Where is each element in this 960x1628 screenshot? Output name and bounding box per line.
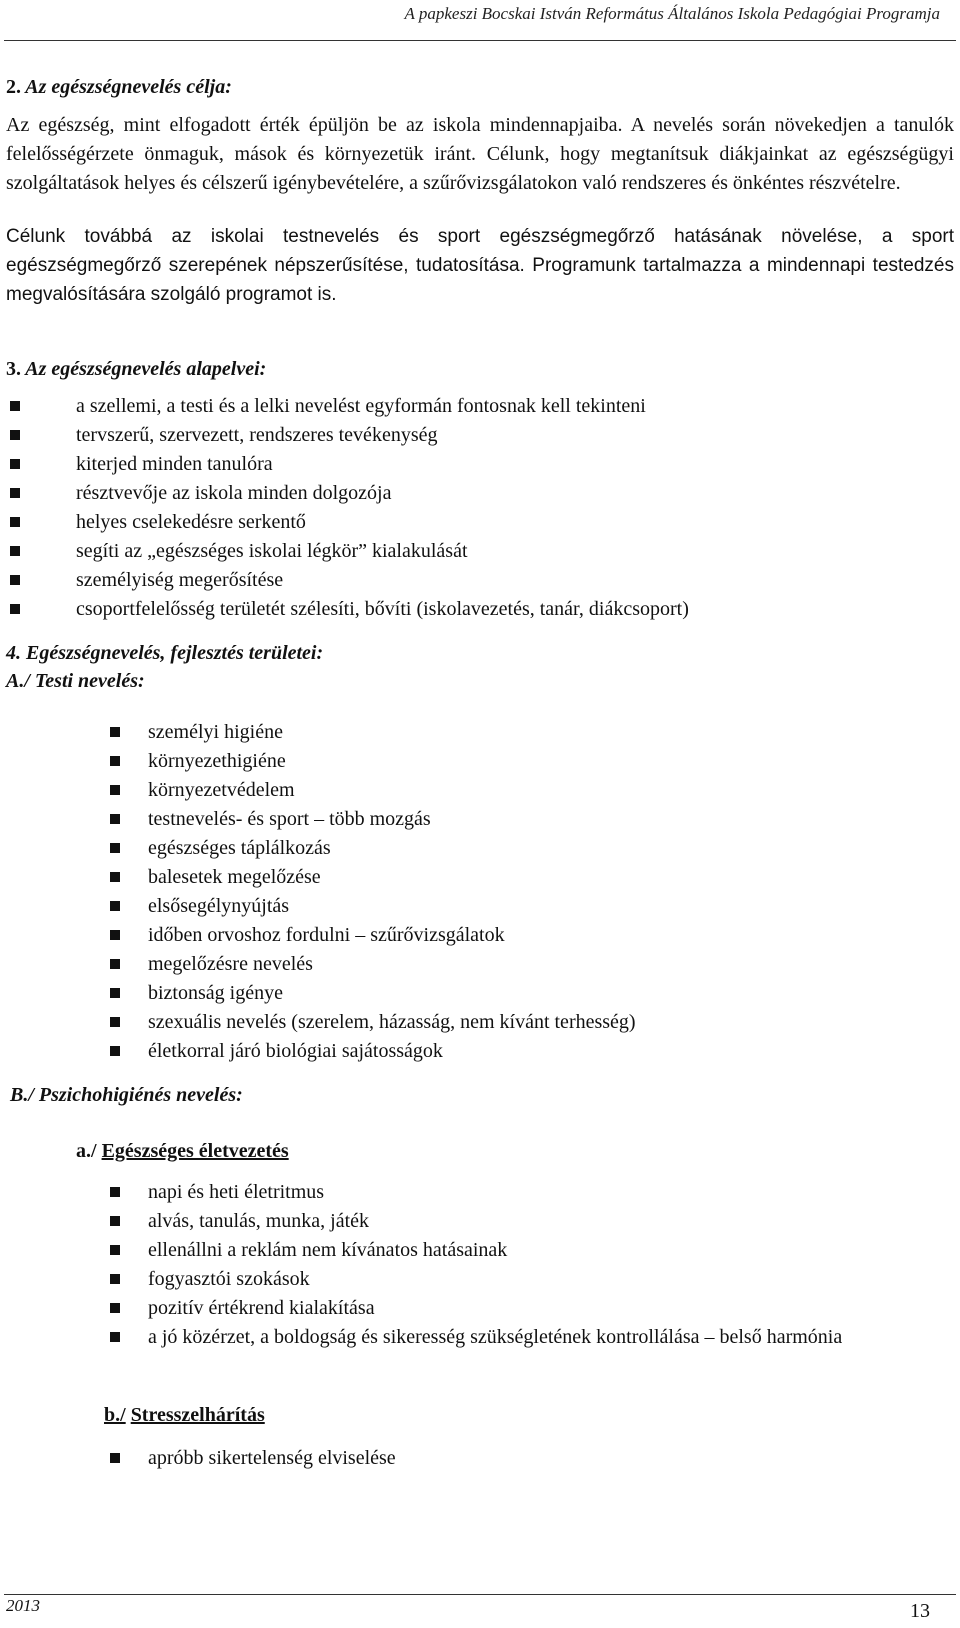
bullet-icon xyxy=(110,1332,120,1342)
healthy-lifestyle-heading xyxy=(76,1140,289,1163)
bullet-icon xyxy=(10,430,20,440)
section-4-heading: 4. Egészségnevelés, fejlesztés területei: xyxy=(6,642,324,664)
list-item: kiterjed minden tanulóra xyxy=(0,450,950,479)
list-item: életkorral járó biológiai sajátosságok xyxy=(0,1037,950,1066)
bullet-icon xyxy=(110,959,120,969)
bullet-icon xyxy=(110,1303,120,1313)
bullet-icon xyxy=(10,604,20,614)
healthy-lifestyle-list xyxy=(0,1178,930,1352)
bullet-icon xyxy=(110,901,120,911)
section-2-paragraph-1: Az egészség, mint elfogadott érték épüljön be az iskola mindennapjaiba. A nevelés során növekedjen a tanulók felelősségérzete önmaguk, mások és környezetük iránt. Célunk, hogy megtanítsuk diákjainkat az egészségügyi szolgáltatások helyes és célszerű igénybevételére, a szűrővizsgálatokon való rendszeres és önkéntes részvételre. xyxy=(6,114,954,194)
bullet-icon xyxy=(110,1453,120,1463)
bullet-icon xyxy=(10,459,20,469)
header-divider xyxy=(4,40,956,41)
bullet-icon xyxy=(110,1017,120,1027)
section-3-heading xyxy=(6,358,266,381)
list-item: tervszerű, szervezett, rendszeres tevékenység xyxy=(0,421,950,450)
stress-relief-heading xyxy=(104,1404,265,1427)
list-item: helyes cselekedésre serkentő xyxy=(0,508,950,537)
list-item: környezetvédelem xyxy=(0,776,950,805)
list-item: alvás, tanulás, munka, játék xyxy=(0,1207,930,1236)
mental-hygiene-heading: B./ Pszichohigiénés nevelés: xyxy=(10,1084,243,1106)
page-header: A papkeszi Bocskai István Református Általános Iskola Pedagógiai Programja xyxy=(404,4,940,23)
footer-divider xyxy=(4,1594,956,1595)
physical-education-heading: A./ Testi nevelés: xyxy=(6,670,145,692)
list-item: segíti az „egészséges iskolai légkör” kialakulását xyxy=(0,537,950,566)
page-number: 13 xyxy=(910,1600,930,1622)
list-item: résztvevője az iskola minden dolgozója xyxy=(0,479,950,508)
list-item: napi és heti életritmus xyxy=(0,1178,930,1207)
bullet-icon xyxy=(110,872,120,882)
section-2-number: 2. xyxy=(6,76,21,98)
footer-year: 2013 xyxy=(6,1596,40,1615)
list-item: időben orvoshoz fordulni – szűrővizsgálatok xyxy=(0,921,950,950)
bullet-icon xyxy=(110,988,120,998)
list-item: egészséges táplálkozás xyxy=(0,834,950,863)
list-item: testnevelés- és sport – több mozgás xyxy=(0,805,950,834)
list-item: fogyasztói szokások xyxy=(0,1265,930,1294)
bullet-icon xyxy=(110,1216,120,1226)
bullet-icon xyxy=(10,488,20,498)
list-item: megelőzésre nevelés xyxy=(0,950,950,979)
list-item: ellenállni a reklám nem kívánatos hatásainak xyxy=(0,1236,930,1265)
bullet-icon xyxy=(10,546,20,556)
bullet-icon xyxy=(110,727,120,737)
list-item: a szellemi, a testi és a lelki nevelést egyformán fontosnak kell tekinteni xyxy=(0,392,950,421)
healthy-lifestyle-title: Egészséges életvezetés xyxy=(101,1140,289,1162)
bullet-icon xyxy=(110,756,120,766)
bullet-icon xyxy=(10,575,20,585)
section-3-title: Az egészségnevelés alapelvei: xyxy=(25,358,267,380)
list-item: személyi higiéne xyxy=(0,718,950,747)
bullet-icon xyxy=(110,1046,120,1056)
list-item: balesetek megelőzése xyxy=(0,863,950,892)
list-item: biztonság igénye xyxy=(0,979,950,1008)
bullet-icon xyxy=(110,1274,120,1284)
physical-education-list xyxy=(0,718,950,1066)
bullet-icon xyxy=(110,1245,120,1255)
bullet-icon xyxy=(10,517,20,527)
list-item: apróbb sikertelenség elviselése xyxy=(0,1444,930,1473)
healthy-lifestyle-prefix: a./ xyxy=(76,1140,97,1162)
bullet-icon xyxy=(110,814,120,824)
section-2-paragraph-2: Célunk továbbá az iskolai testnevelés és sport egészségmegőrző hatásának növelése, a sport egészségmegőrző szerepének népszerűsítése, tudatosítása. Programunk tartalmazza a mindennapi testedzés megvalósítására szolgáló programot is. xyxy=(6,226,954,305)
section-3-number: 3. xyxy=(6,358,21,380)
stress-relief-title: Stresszelhárítás xyxy=(130,1404,265,1426)
bullet-icon xyxy=(110,843,120,853)
stress-relief-prefix: b./ xyxy=(104,1404,126,1426)
list-item: csoportfelelősség területét szélesíti, bővíti (iskolavezetés, tanár, diákcsoport) xyxy=(0,595,950,624)
list-item: szexuális nevelés (szerelem, házasság, nem kívánt terhesség) xyxy=(0,1008,950,1037)
bullet-icon xyxy=(10,401,20,411)
principles-list xyxy=(0,392,950,624)
list-item: a jó közérzet, a boldogság és sikeresség szükségletének kontrollálása – belső harmónia xyxy=(0,1323,930,1352)
section-2-title: Az egészségnevelés célja: xyxy=(25,76,232,98)
stress-relief-list xyxy=(0,1444,930,1473)
list-item: pozitív értékrend kialakítása xyxy=(0,1294,930,1323)
bullet-icon xyxy=(110,1187,120,1197)
list-item: elsősegélynyújtás xyxy=(0,892,950,921)
bullet-icon xyxy=(110,785,120,795)
section-2-heading xyxy=(6,76,232,99)
list-item: környezethigiéne xyxy=(0,747,950,776)
list-item: személyiség megerősítése xyxy=(0,566,950,595)
bullet-icon xyxy=(110,930,120,940)
